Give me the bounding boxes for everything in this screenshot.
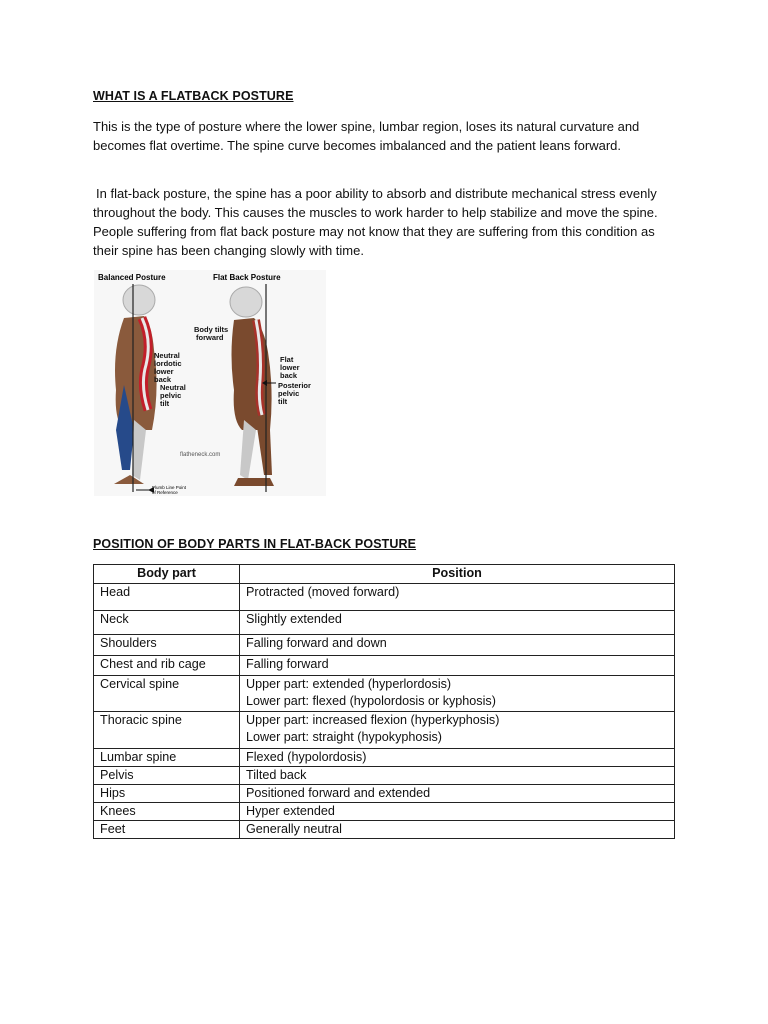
position-cell	[240, 767, 675, 785]
label-flat: Flat	[280, 355, 294, 364]
section-heading-positions: POSITION OF BODY PARTS IN FLAT-BACK POSTURE	[93, 537, 417, 551]
position-cell	[240, 749, 675, 767]
position-line: Falling forward and down	[246, 636, 387, 650]
body-part-cell: Hips	[94, 785, 240, 803]
table-row	[94, 712, 675, 749]
position-cell	[240, 676, 675, 712]
body-parts-table	[93, 564, 675, 839]
label-body-tilts: Body tilts	[194, 325, 229, 334]
balanced-posture-title: Balanced Posture	[98, 273, 166, 282]
position-cell	[240, 611, 675, 635]
column-header-body-part: Body part	[94, 565, 240, 584]
position-line: Falling forward	[246, 657, 329, 671]
body-part-cell: Pelvis	[94, 767, 240, 785]
label-forward: forward	[196, 333, 224, 342]
position-cell	[240, 584, 675, 611]
body-part-cell: Thoracic spine	[94, 712, 240, 749]
position-cell	[240, 712, 675, 749]
label-back-right: back	[280, 371, 298, 380]
label-posterior: Posterior	[278, 381, 311, 390]
position-line: Tilted back	[246, 768, 307, 782]
position-line: Hyper extended	[246, 804, 335, 818]
label-pelvic: pelvic	[160, 391, 182, 400]
label-tilt-right: tilt	[278, 397, 288, 406]
footnote-line2: of Reference	[152, 490, 178, 495]
body-part-cell: Lumbar spine	[94, 749, 240, 767]
position-line: Flexed (hypolordosis)	[246, 750, 367, 764]
position-cell	[240, 803, 675, 821]
position-line: Upper part: increased flexion (hyperkyphosis)	[246, 713, 500, 727]
label-pelvic-right: pelvic	[278, 389, 300, 398]
table-row	[94, 785, 675, 803]
footnote-line1: Plumb Line Point	[152, 485, 187, 490]
position-cell	[240, 821, 675, 839]
position-cell	[240, 635, 675, 656]
body-part-cell: Knees	[94, 803, 240, 821]
table-row	[94, 656, 675, 676]
position-line: Positioned forward and extended	[246, 786, 431, 800]
paragraph-definition: This is the type of posture where the lower spine, lumbar region, loses its natural curvature and becomes flat overtime. The spine curve becomes imbalanced and the patient leans forward.	[93, 119, 640, 153]
body-part-cell: Neck	[94, 611, 240, 635]
table-header-row	[94, 565, 675, 584]
table-row	[94, 821, 675, 839]
position-line: Lower part: flexed (hypolordosis or kyphosis)	[246, 694, 496, 708]
label-neutral: Neutral	[154, 351, 180, 360]
table-row	[94, 767, 675, 785]
table-row	[94, 611, 675, 635]
posture-illustration	[94, 270, 326, 496]
table-row	[94, 676, 675, 712]
label-lower-right: lower	[280, 363, 300, 372]
body-part-cell: Shoulders	[94, 635, 240, 656]
body-part-cell: Head	[94, 584, 240, 611]
watermark: flatheneck.com	[180, 452, 221, 458]
label-lower: lower	[154, 367, 174, 376]
position-cell	[240, 656, 675, 676]
body-part-cell: Chest and rib cage	[94, 656, 240, 676]
table-row	[94, 584, 675, 611]
label-neutral-2: Neutral	[160, 383, 186, 392]
paragraph-explanation: In flat-back posture, the spine has a poor ability to absorb and distribute mechanical stress evenly throughout the body. This causes the muscles to work harder to help stabilize and move the spine. People suffering from flat back posture may not know that they are suffering from this condition as their spine has been changing slowly with time.	[93, 186, 658, 258]
section-heading-flatback: WHAT IS A FLATBACK POSTURE	[93, 89, 294, 103]
table-row	[94, 803, 675, 821]
position-line: Generally neutral	[246, 822, 342, 836]
flat-back-posture-title: Flat Back Posture	[213, 273, 281, 282]
table-body	[94, 584, 675, 839]
column-header-position: Position	[240, 565, 675, 584]
position-line: Upper part: extended (hyperlordosis)	[246, 677, 452, 691]
position-line: Protracted (moved forward)	[246, 585, 400, 599]
position-cell	[240, 785, 675, 803]
label-tilt: tilt	[160, 399, 170, 408]
label-lordotic: lordotic	[154, 359, 182, 368]
body-part-cell: Feet	[94, 821, 240, 839]
label-back: back	[154, 375, 172, 384]
body-part-cell: Cervical spine	[94, 676, 240, 712]
table-row	[94, 749, 675, 767]
position-line: Slightly extended	[246, 612, 342, 626]
table-row	[94, 635, 675, 656]
position-line: Lower part: straight (hypokyphosis)	[246, 730, 442, 744]
